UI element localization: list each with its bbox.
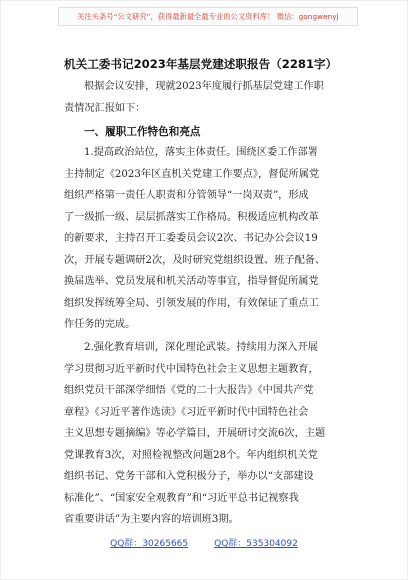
text-line: 1.提高政治站位，落实主体责任。围绕区委工作部署 [84, 147, 318, 158]
text-line: 责情况汇报如下： [64, 102, 146, 114]
text-line: 学习贯彻习近平新时代中国特色社会主义思想主题教育， [64, 363, 319, 375]
section-heading: 一、履职工作特色和亮点 [84, 126, 201, 138]
text-line: 组织党员干部深学细悟《党的二十大报告》《中国共产党 [64, 385, 314, 396]
text-line: 省重要讲话”为主要内容的培训班3期。 [64, 514, 239, 525]
footer-contact-bar [0, 536, 408, 550]
text-line: 组织书记、党务干部和入党积极分子，举办以“支部建设 [64, 471, 314, 482]
text-line: 标准化”、“国家安全观教育”和“习近平总书记视察我 [64, 492, 299, 504]
qq-number: 535304092 [246, 539, 298, 549]
qq-number: 30265665 [142, 539, 189, 549]
intro-paragraph [64, 76, 346, 119]
paragraph-1 [64, 142, 346, 336]
text-line: 了一级抓一级、层层抓落实工作格局。积极适应机构改革 [64, 211, 319, 223]
text-line: 党课教育3次，对照检视整改问题28个。年内组织机关党 [64, 449, 318, 461]
paragraph-2 [64, 337, 346, 531]
text-line: 章程》《习近平著作选读》《习近平新时代中国特色社会 [64, 406, 309, 418]
qq-label: QQ群： [110, 539, 143, 549]
text-line: 主义思想专题摘编》等必学篇目，开展研讨交流6次，主题 [64, 428, 326, 439]
qq-label: QQ群： [214, 539, 247, 549]
text-line: 主持制定《2023年区直机关党建工作要点》，督促所属党 [64, 168, 320, 180]
qq-group-link-2[interactable] [214, 536, 298, 550]
text-line: 次，开展专题调研2次，及时研究党组织设置、班子配备、 [64, 254, 326, 266]
document-title: 机关工委书记2023年基层党建述职报告（2281字） [64, 57, 338, 71]
text-line: 2.强化教育培训，深化理论武装。持续用力深入开展 [84, 342, 318, 353]
qq-group-link-1[interactable] [110, 536, 188, 550]
text-line: 根据会议安排，现就2023年度履行抓基层党建工作职 [84, 81, 324, 92]
text-line: 组织发挥统筹全局、引领发展的作用，有效保证了重点工 [64, 297, 319, 309]
header-banner[interactable] [58, 7, 358, 26]
text-line: 作任务的完成。 [64, 319, 136, 330]
text-line: 换届选举、党员发展和机关活动等事宜，指导督促所属党 [64, 276, 319, 287]
text-line: 的新要求，主持召开工委委员会议2次、书记办公会议19 [64, 233, 318, 244]
header-banner-text: 关注头条号“公文研究”，获得最新最全最专业的公文资料库！ 微信：gongwenyj [77, 11, 339, 21]
text-line: 组织严格第一责任人职责和分管领导“一岗双责”，形成 [64, 190, 309, 201]
